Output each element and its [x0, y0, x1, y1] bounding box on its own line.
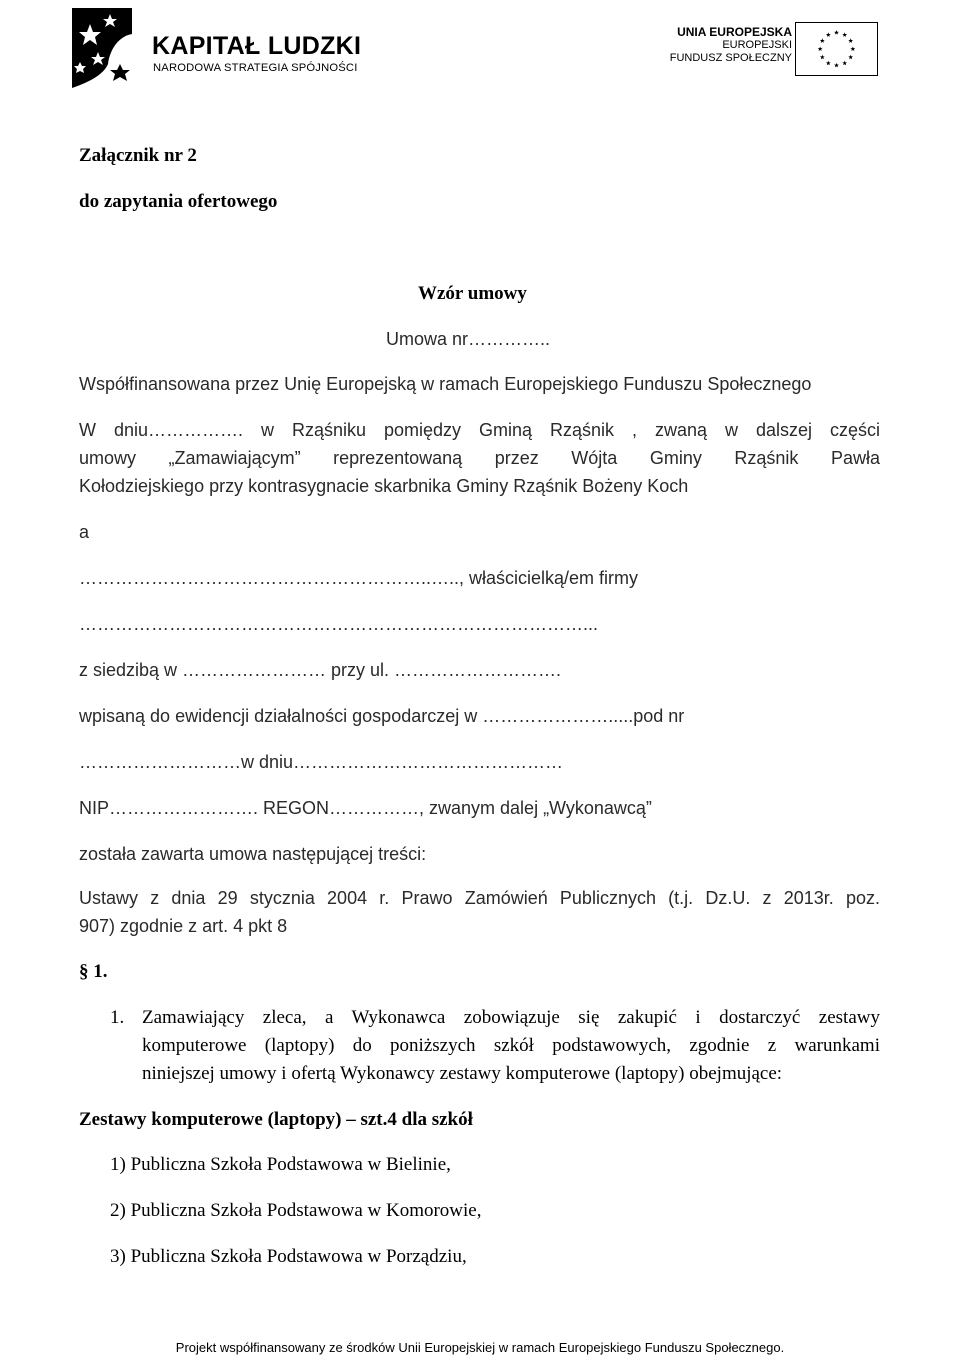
- item-1-number: 1.: [110, 1007, 125, 1028]
- eu-star-icon: [818, 46, 823, 51]
- eu-logo-text: [670, 26, 792, 65]
- eu-line-2: EUROPEJSKI: [722, 39, 792, 51]
- item-1-line-2: komputerowe (laptopy) do poniższych szkół podstawowych, zgodnie z warunkami: [142, 1035, 880, 1056]
- parties-line-1: W dniu……………. w Rząśniku pomiędzy Gminą Rząśnik , zwaną w dalszej części: [79, 420, 880, 440]
- eu-star-icon: [834, 63, 839, 68]
- concluded-line: została zawarta umowa następującej treści:: [79, 844, 427, 864]
- eu-line-1: UNIA EUROPEJSKA: [677, 25, 792, 39]
- item-1-line-1: Zamawiający zleca, a Wykonawca zobowiązuje się zakupić i dostarczyć zestawy: [142, 1007, 880, 1028]
- eu-star-icon: [820, 55, 825, 60]
- registry-number-line: ………………………w dniu………………………………………: [79, 752, 564, 772]
- school-item-3: 3) Publiczna Szkoła Podstawowa w Porządziu,: [110, 1246, 467, 1267]
- seat-line: z siedzibą w …………………… przy ul. ……………………….: [79, 660, 562, 680]
- law-line-1: Ustawy z dnia 29 stycznia 2004 r. Prawo Zamówień Publicznych (t.j. Dz.U. z 2013r. poz.: [79, 888, 880, 908]
- firm-line: …………………………………………………………………………...: [79, 614, 599, 634]
- eu-star-icon: [848, 38, 853, 43]
- eu-star-icon: [850, 46, 855, 51]
- eu-star-icon: [842, 32, 847, 37]
- document-title: Wzór umowy: [418, 283, 527, 304]
- footer-note: Projekt współfinansowany ze środków Unii Europejskiej w ramach Europejskiego Funduszu Społecznego.: [175, 1340, 785, 1355]
- kapital-ludzki-emblem-icon: [70, 4, 140, 90]
- owner-line: …………………………………………………..….., właścicielką/em firmy: [79, 568, 639, 588]
- contract-number: Umowa nr…………..: [386, 329, 551, 349]
- eu-star-icon: [826, 61, 831, 66]
- school-item-2: 2) Publiczna Szkoła Podstawowa w Komorowie,: [110, 1200, 482, 1221]
- annex-subtitle: do zapytania ofertowego: [79, 191, 278, 212]
- item-1-line-3: niniejszej umowy i ofertą Wykonawcy zestawy komputerowe (laptopy) obejmujące:: [142, 1063, 783, 1084]
- eu-star-icon: [848, 55, 853, 60]
- kapital-ludzki-logo: [70, 4, 370, 94]
- section-heading: § 1.: [79, 961, 108, 982]
- logo-title: KAPITAŁ LUDZKI: [152, 32, 362, 60]
- eu-star-icon: [834, 30, 839, 35]
- and-conjunction: a: [79, 522, 90, 542]
- registry-line: wpisaną do ewidencji działalności gospodarczej w ………………….....pod nr: [79, 706, 685, 726]
- parties-line-2: umowy „Zamawiającym” reprezentowaną przez Wójta Gminy Rząśnik Pawła: [79, 448, 880, 468]
- eu-star-icon: [820, 38, 825, 43]
- sets-heading: Zestawy komputerowe (laptopy) – szt.4 dla szkół: [79, 1109, 473, 1130]
- eu-star-icon: [826, 32, 831, 37]
- logo-subtitle: NARODOWA STRATEGIA SPÓJNOŚCI: [153, 62, 358, 74]
- annex-label: Załącznik nr 2: [79, 145, 197, 166]
- nip-regon-line: NIP……………………. REGON……………, zwanym dalej „Wykonawcą”: [79, 798, 652, 818]
- law-line-2: 907) zgodnie z art. 4 pkt 8: [79, 916, 288, 936]
- eu-flag-icon: [795, 22, 878, 76]
- parties-line-3: Kołodziejskiego przy kontrasygnacie skarbnika Gminy Rząśnik Bożeny Koch: [79, 476, 689, 496]
- eu-line-3: FUNDUSZ SPOŁECZNY: [669, 52, 792, 64]
- eu-star-icon: [842, 61, 847, 66]
- eu-logo: [669, 22, 882, 78]
- school-item-1: 1) Publiczna Szkoła Podstawowa w Bielinie,: [110, 1154, 451, 1175]
- cofinancing-note: Współfinansowana przez Unię Europejską w ramach Europejskiego Funduszu Społecznego: [79, 374, 812, 394]
